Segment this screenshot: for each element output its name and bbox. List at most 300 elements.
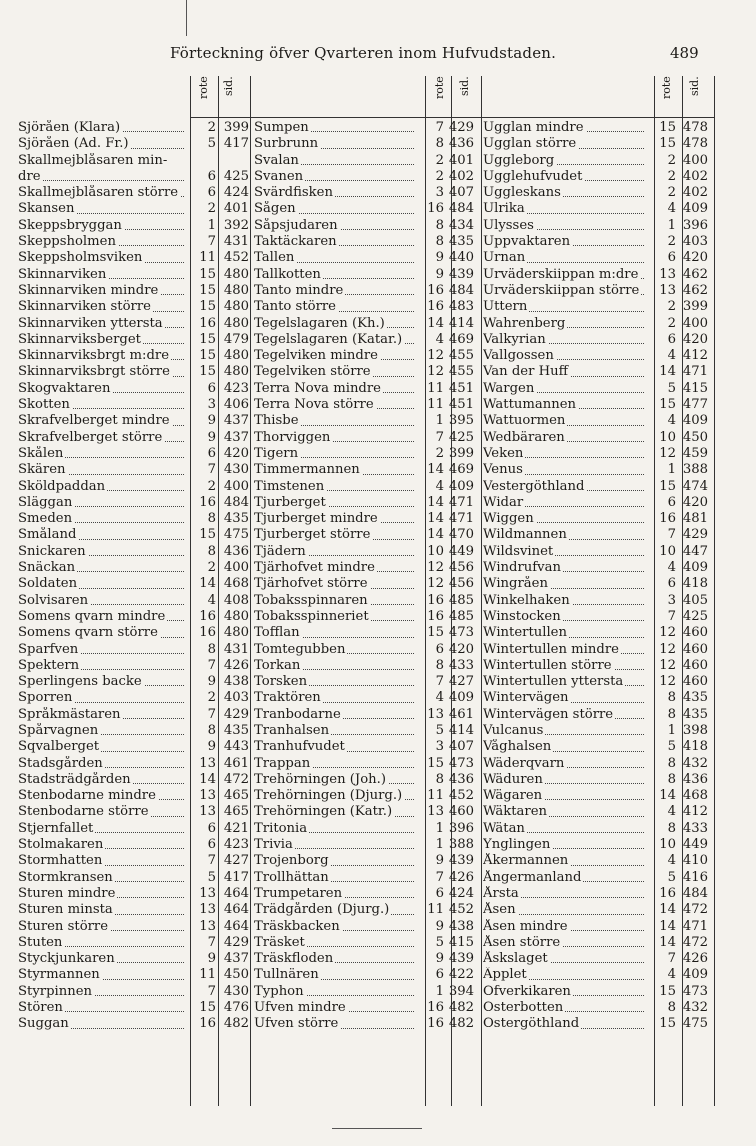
entry-name (18, 674, 186, 690)
entry-sid: 437 (223, 413, 249, 429)
entry-name-text: Sågen (254, 201, 296, 217)
entry-name-text: Spektern (18, 657, 80, 673)
entry-name (254, 609, 416, 625)
entry-name-text: Wildmannen (483, 527, 567, 543)
entry-name-text: Windrufvan (483, 560, 561, 576)
entry-sid: 455 (448, 348, 474, 364)
entry-name (483, 967, 646, 983)
entry-rote: 2 (667, 299, 676, 315)
entry-name-text: Uggleskans (483, 185, 561, 201)
entry-name (254, 560, 416, 576)
entry-sid: 436 (448, 771, 474, 787)
entry-sid: 480 (223, 282, 249, 298)
entry-name (254, 1000, 416, 1016)
entry-sid: 471 (682, 918, 708, 934)
entry-rote: 8 (207, 722, 216, 738)
entry-sid: 420 (448, 641, 474, 657)
entry-name (254, 218, 416, 234)
entry-rote: 2 (207, 560, 216, 576)
entry-sid: 470 (448, 527, 474, 543)
entry-name-text: Surbrunn (254, 136, 319, 152)
entry-name (254, 479, 416, 495)
entry-name-text: Thorviggen (254, 429, 331, 445)
entry-name (483, 250, 646, 266)
entry-sid: 418 (682, 576, 708, 592)
entry-name-text: Småland (18, 527, 77, 543)
entry-name (483, 837, 646, 853)
entry-name (18, 723, 186, 739)
entry-name-text: Träsket (254, 934, 305, 950)
entry-rote: 6 (207, 820, 216, 836)
entry-name-text: Soldaten (18, 576, 78, 592)
entry-name (254, 723, 416, 739)
entry-rote: 8 (207, 543, 216, 559)
entry-sid: 399 (682, 299, 708, 315)
entry-rote: 9 (207, 413, 216, 429)
entry-sid: 462 (682, 266, 708, 282)
entry-sid: 478 (682, 136, 708, 152)
entry-rote: 15 (199, 299, 216, 315)
entry-name (483, 446, 646, 462)
entry-name (18, 935, 186, 951)
entry-rote: 8 (435, 136, 444, 152)
entry-sid: 480 (223, 608, 249, 624)
entry-sid: 480 (223, 299, 249, 315)
entry-name (18, 642, 186, 658)
entry-rote: 16 (199, 315, 216, 331)
entry-name (483, 560, 646, 576)
entry-name (483, 430, 646, 446)
entry-name (18, 218, 186, 234)
entry-rote: 12 (427, 364, 444, 380)
entry-rote: 15 (199, 331, 216, 347)
entry-name-text: Uttern (483, 299, 528, 315)
entry-name-text: Wintertullen (483, 625, 567, 641)
entry-rote: 12 (427, 576, 444, 592)
entry-sid: 465 (223, 804, 249, 820)
entry-name-text: Skären (18, 462, 66, 478)
entry-name-text: Tranhalsen (254, 722, 330, 738)
entry-name (254, 185, 416, 201)
entry-sid: 429 (448, 120, 474, 135)
entry-name-text: Tullnären (254, 967, 319, 983)
entry-sid: 430 (223, 462, 249, 478)
entry-rote: 1 (435, 983, 444, 999)
entry-sid: 402 (682, 168, 708, 184)
entry-name (254, 511, 416, 527)
entry-name-text: Skålen (18, 445, 64, 461)
entry-rote: 8 (667, 755, 676, 771)
entry-name (18, 756, 186, 772)
entry-sid: 421 (223, 820, 249, 836)
entry-name (18, 707, 186, 723)
entry-name (18, 853, 186, 869)
entry-name (483, 267, 646, 283)
entry-name (254, 788, 416, 804)
entry-name-text: Trojenborg (254, 853, 329, 869)
entry-rote: 16 (427, 1016, 444, 1032)
entry-name (18, 479, 186, 495)
entry-name-text: Tranhufvudet (254, 739, 345, 755)
entry-name (254, 201, 416, 217)
entry-name-text: Skallmejblåsaren större (18, 185, 179, 201)
entry-rote: 7 (435, 429, 444, 445)
entry-name (483, 299, 646, 315)
entry-rote: 7 (435, 674, 444, 690)
entry-name-text: Ugglehufvudet (483, 168, 583, 184)
entry-rote: 6 (207, 837, 216, 853)
entry-sid: 402 (448, 168, 474, 184)
entry-name-text: Tobaksspinneriet (254, 608, 369, 624)
entry-sid: 427 (223, 853, 249, 869)
entry-name (483, 690, 646, 706)
entry-name (18, 739, 186, 755)
entry-rote: 6 (435, 641, 444, 657)
entry-sid: 436 (448, 136, 474, 152)
entry-rote: 7 (207, 853, 216, 869)
entry-rote: 8 (667, 706, 676, 722)
entry-name-text: Tjärhofvet större (254, 576, 368, 592)
entry-name (483, 723, 646, 739)
entry-sid: 452 (223, 250, 249, 266)
entry-name-text: Svärdfisken (254, 185, 333, 201)
entry-name-text: Stenbodarne större (18, 804, 149, 820)
entry-rote: 16 (427, 592, 444, 608)
entry-name (483, 381, 646, 397)
entry-rote: 4 (207, 592, 216, 608)
entry-sid: 435 (223, 722, 249, 738)
entry-name-text: Uggleborg (483, 152, 555, 168)
entry-name (254, 136, 416, 152)
entry-sid: 429 (682, 527, 708, 543)
entry-name (18, 267, 186, 283)
entry-sid: 412 (682, 348, 708, 364)
entry-name (254, 658, 416, 674)
entry-name (18, 413, 186, 429)
entry-sid: 416 (682, 869, 708, 885)
entry-name-text: Suggan (18, 1016, 69, 1032)
entry-name (18, 967, 186, 983)
entry-sid: 403 (223, 690, 249, 706)
entry-name-text: Spårvagnen (18, 722, 99, 738)
entry-name (254, 495, 416, 511)
entry-name (483, 397, 646, 413)
entry-rote: 7 (207, 657, 216, 673)
entry-sid: 401 (448, 152, 474, 168)
entry-sid: 464 (223, 885, 249, 901)
entry-rote: 14 (427, 494, 444, 510)
entry-name (483, 169, 646, 185)
entry-sid: 395 (448, 413, 474, 429)
entry-sid: 460 (682, 657, 708, 673)
entry-sid: 396 (448, 820, 474, 836)
entry-sid: 412 (682, 804, 708, 820)
entry-name-text: Taktäckaren (254, 234, 337, 250)
entry-name (483, 364, 646, 380)
entry-rote: 3 (207, 397, 216, 413)
entry-sid: 484 (223, 494, 249, 510)
entry-sid: 471 (448, 511, 474, 527)
entry-name-text: Öfverkikaren (483, 983, 571, 999)
entry-name-text: Ulrika (483, 201, 525, 217)
entry-name (483, 853, 646, 869)
entry-sid: 425 (448, 429, 474, 445)
entry-rote: 15 (199, 527, 216, 543)
entry-rote: 12 (659, 674, 676, 690)
entry-sid: 472 (223, 771, 249, 787)
entry-rote: 13 (427, 804, 444, 820)
entry-sid: 465 (223, 788, 249, 804)
entry-name (254, 527, 416, 543)
entry-rote: 2 (667, 152, 676, 168)
entry-sid: 430 (223, 983, 249, 999)
entry-name-text: Skinnarviken större (18, 299, 151, 315)
entry-rote: 7 (667, 527, 676, 543)
entry-rote: 1 (667, 462, 676, 478)
entry-rote: 15 (199, 266, 216, 282)
entry-sid: 431 (223, 234, 249, 250)
entry-name (254, 364, 416, 380)
entry-rote: 11 (427, 902, 444, 918)
entry-rote: 15 (199, 364, 216, 380)
entry-sid: 474 (682, 478, 708, 494)
entry-name (18, 658, 186, 674)
entry-name-text: Urnan (483, 250, 526, 266)
entry-rote: 14 (427, 462, 444, 478)
page-title: Förteckning öfver Qvarteren inom Hufvudstaden. (170, 44, 557, 62)
entry-sid: 424 (448, 885, 474, 901)
entry-name (483, 234, 646, 250)
entry-name-text: Tallen (254, 250, 295, 266)
entry-rote: 16 (427, 608, 444, 624)
entry-rote: 5 (435, 934, 444, 950)
entry-sid: 475 (223, 527, 249, 543)
entry-rote: 9 (435, 918, 444, 934)
entry-name-text: Skeppsholmen (18, 234, 116, 250)
entry-rote: 4 (667, 348, 676, 364)
entry-name-text: Skallmejblåsaren min- (18, 152, 168, 168)
entry-rote: 9 (207, 674, 216, 690)
entry-rote: 15 (427, 625, 444, 641)
entry-name-text: Tegelviken större (254, 364, 371, 380)
entry-name (18, 283, 186, 299)
entry-sid: 414 (448, 722, 474, 738)
entry-name-text: Tomtegubben (254, 641, 346, 657)
entry-name-text: Tanto större (254, 299, 336, 315)
entry-name-text: Wattuormen (483, 413, 566, 429)
entry-rote: 6 (207, 168, 216, 184)
entry-name (18, 560, 186, 576)
entry-name-text: Svanen (254, 168, 304, 184)
entry-name-text: Stören (18, 1000, 63, 1016)
entry-name-text: Trädgården (Djurg.) (254, 902, 390, 918)
entry-sid: 473 (448, 625, 474, 641)
entry-sid: 437 (223, 951, 249, 967)
entry-name-text: Ulysses (483, 217, 534, 233)
entry-rote: 16 (199, 625, 216, 641)
entry-sid: 472 (682, 902, 708, 918)
entry-rote: 5 (667, 869, 676, 885)
entry-sid: 452 (448, 788, 474, 804)
entry-sid: 480 (223, 315, 249, 331)
entry-name-text: Tjädern (254, 543, 306, 559)
entry-sid: 424 (223, 185, 249, 201)
entry-name-text: Wiggen (483, 511, 534, 527)
entry-name-text: Skeppsholmsviken (18, 250, 143, 266)
entry-name (254, 593, 416, 609)
entry-name (483, 153, 646, 169)
entry-name-text: Tofflan (254, 625, 300, 641)
entry-sid: 409 (448, 478, 474, 494)
entry-name-text: Ångermanland (483, 869, 582, 885)
entry-rote: 14 (427, 527, 444, 543)
entry-name (254, 690, 416, 706)
entry-name (483, 348, 646, 364)
entry-sid: 451 (448, 397, 474, 413)
entry-name (18, 821, 186, 837)
entry-rote: 16 (199, 494, 216, 510)
entry-name (18, 364, 186, 380)
entry-name (18, 120, 186, 136)
entry-name-text: Vulcanus (483, 722, 544, 738)
entry-name (483, 283, 646, 299)
entry-name-text: Träskbacken (254, 918, 340, 934)
entry-name-text: Stadsträdgården (18, 771, 131, 787)
entry-name-text: Tjärhofvet mindre (254, 560, 375, 576)
entry-name (254, 756, 416, 772)
entry-sid: 484 (448, 282, 474, 298)
entry-name-text: Stolmakaren (18, 837, 104, 853)
entry-name (483, 772, 646, 788)
entry-name-text: Skinnarviksbrgt större (18, 364, 170, 380)
entry-sid: 473 (448, 755, 474, 771)
entry-rote: 12 (659, 641, 676, 657)
entry-name (254, 870, 416, 886)
entry-name-text: Wintervägen (483, 690, 569, 706)
entry-name-text: Sturen minsta (18, 902, 113, 918)
entry-rote: 7 (207, 706, 216, 722)
entry-sid: 400 (682, 315, 708, 331)
entry-name-text: Skotten (18, 397, 70, 413)
entry-name-text: Stormkransen (18, 869, 113, 885)
entry-name-text: Skinnarviken yttersta (18, 315, 163, 331)
entry-sid: 431 (223, 641, 249, 657)
entry-name (18, 544, 186, 560)
entry-rote: 6 (667, 250, 676, 266)
entry-name (483, 1000, 646, 1016)
entry-sid: 402 (682, 185, 708, 201)
entry-name (483, 218, 646, 234)
entry-name (18, 234, 186, 250)
entry-rote: 11 (199, 967, 216, 983)
entry-name (483, 625, 646, 641)
entry-rote: 2 (667, 185, 676, 201)
entry-sid: 438 (223, 674, 249, 690)
entry-sid: 479 (223, 331, 249, 347)
entry-name (18, 511, 186, 527)
entry-name (18, 772, 186, 788)
entry-rote: 14 (199, 771, 216, 787)
entry-name-text: Äpplet (483, 967, 527, 983)
entry-name-text: Wildsvinet (483, 543, 554, 559)
entry-rote: 6 (207, 380, 216, 396)
entry-name-text: Åskslaget (483, 951, 548, 967)
entry-name (18, 185, 186, 201)
entry-name (483, 674, 646, 690)
entry-name (254, 120, 416, 136)
entry-name (483, 413, 646, 429)
entry-name (254, 234, 416, 250)
entry-sid: 435 (682, 690, 708, 706)
entry-name-text: Wäduren (483, 771, 543, 787)
entry-name (254, 267, 416, 283)
entry-sid: 439 (448, 853, 474, 869)
entry-name-text: Sporren (18, 690, 73, 706)
entry-rote: 1 (435, 820, 444, 836)
entry-sid: 432 (682, 1000, 708, 1016)
entry-sid: 471 (682, 364, 708, 380)
entry-name (483, 804, 646, 820)
entry-name-text: Styrmannen (18, 967, 100, 983)
entry-name (254, 169, 416, 185)
entry-name-text: Urväderskiippan större (483, 282, 640, 298)
entry-name-text: Wintertullen yttersta (483, 674, 624, 690)
entry-name-text: Sjöråen (Ad. Fr.) (18, 136, 129, 152)
entry-name-text: Trollhättan (254, 869, 329, 885)
entry-rote: 3 (435, 739, 444, 755)
entry-sid: 407 (448, 185, 474, 201)
entry-sid: 461 (448, 706, 474, 722)
entry-rote: 4 (667, 201, 676, 217)
entry-rote: 10 (427, 543, 444, 559)
entry-sid: 460 (448, 804, 474, 820)
entry-name (483, 919, 646, 935)
entry-sid: 471 (448, 494, 474, 510)
entry-sid: 460 (682, 674, 708, 690)
entry-name (254, 804, 416, 820)
page-number: 489 (670, 44, 699, 62)
entry-name (254, 984, 416, 1000)
entry-rote: 12 (427, 560, 444, 576)
entry-name-text: Sjöråen (Klara) (18, 120, 121, 135)
entry-name-text: Åsen (483, 902, 516, 918)
entry-sid: 399 (448, 445, 474, 461)
entry-name (254, 1016, 416, 1032)
entry-rote: 11 (427, 788, 444, 804)
entry-sid: 426 (448, 869, 474, 885)
entry-name-text: Wedbäraren (483, 429, 565, 445)
entry-sid: 478 (682, 120, 708, 135)
entry-rote: 11 (199, 250, 216, 266)
entry-name (254, 625, 416, 641)
entry-rote: 5 (667, 380, 676, 396)
entry-rote: 15 (199, 282, 216, 298)
entry-name (254, 153, 416, 169)
entry-name-text: Ugglan större (483, 136, 577, 152)
entry-name-text: Wingråen (483, 576, 548, 592)
entry-sid: 482 (223, 1016, 249, 1032)
entry-name (483, 756, 646, 772)
entry-name-text: Skinnarviksbrgt m:dre (18, 348, 169, 364)
entry-sid: 477 (682, 397, 708, 413)
col2-sid-header: sid. (458, 76, 471, 96)
entry-name (18, 919, 186, 935)
entry-sid: 455 (448, 364, 474, 380)
entry-name (18, 201, 186, 217)
entry-sid: 422 (448, 967, 474, 983)
entry-name-text: Tranbodarne (254, 706, 341, 722)
entry-sid: 485 (448, 608, 474, 624)
